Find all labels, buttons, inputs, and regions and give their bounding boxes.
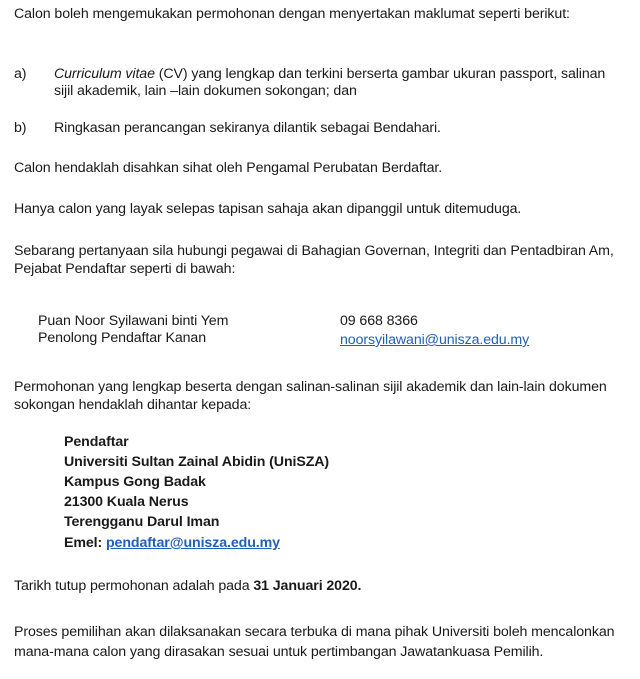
shortlist-paragraph: Hanya calon yang layak selepas tapisan sahaja akan dipanggil untuk ditemuduga. (14, 201, 522, 217)
address-line-state: Terengganu Darul Iman (64, 514, 220, 530)
selection-line-1: Proses pemilihan akan dilaksanakan secara terbuka di mana pihak Universiti boleh mencalonkan (14, 624, 615, 640)
closing-date-text: Tarikh tutup permohonan adalah pada (14, 578, 254, 594)
item-a-label: a) (14, 66, 27, 82)
item-a-line-1-rest: (CV) yang lengkap dan terkini berserta gambar ukuran passport, salinan (154, 66, 606, 82)
address-line-postcode: 21300 Kuala Nerus (64, 494, 189, 510)
contact-email-link[interactable]: noorsyilawani@unisza.edu.my (340, 332, 530, 348)
item-a-line-2: sijil akademik, lain –lain dokumen sokongan; dan (54, 83, 357, 99)
item-b-line-1: Ringkasan perancangan sekiranya dilantik sebagai Bendahari. (54, 120, 441, 136)
contact-phone: 09 668 8366 (340, 313, 418, 329)
item-a-italic: Curriculum vitae (54, 66, 155, 82)
address-line-campus: Kampus Gong Badak (64, 474, 206, 490)
address-line-university: Universiti Sultan Zainal Abidin (UniSZA) (64, 454, 330, 470)
contact-title: Penolong Pendaftar Kanan (38, 330, 206, 346)
item-b-label: b) (14, 120, 27, 136)
address-line-registrar: Pendaftar (64, 434, 129, 450)
enquiry-line-1: Sebarang pertanyaan sila hubungi pegawai di Bahagian Governan, Integriti dan Pentadbiran Am, (14, 243, 614, 259)
contact-name: Puan Noor Syilawani binti Yem (38, 313, 229, 329)
selection-line-2: mana-mana calon yang dirasakan sesuai untuk pertimbangan Jawatankuasa Pemilih. (14, 644, 544, 660)
enquiry-line-2: Pejabat Pendaftar seperti di bawah: (14, 261, 236, 277)
address-email-line (64, 533, 280, 554)
submission-line-2: sokongan hendaklah dihantar kepada: (14, 397, 252, 413)
intro-paragraph: Calon boleh mengemukakan permohonan dengan menyertakan maklumat seperti berikut: (14, 6, 570, 22)
closing-date-value: 31 Januari 2020. (253, 578, 362, 594)
health-paragraph: Calon hendaklah disahkan sihat oleh Pengamal Perubatan Berdaftar. (14, 160, 443, 176)
address-email-label: Emel: (64, 535, 106, 551)
submission-line-1: Permohonan yang lengkap beserta dengan salinan-salinan sijil akademik dan lain-lain dokumen (14, 379, 607, 395)
address-email-link[interactable]: pendaftar@unisza.edu.my (105, 535, 280, 551)
closing-date-paragraph (14, 576, 361, 597)
